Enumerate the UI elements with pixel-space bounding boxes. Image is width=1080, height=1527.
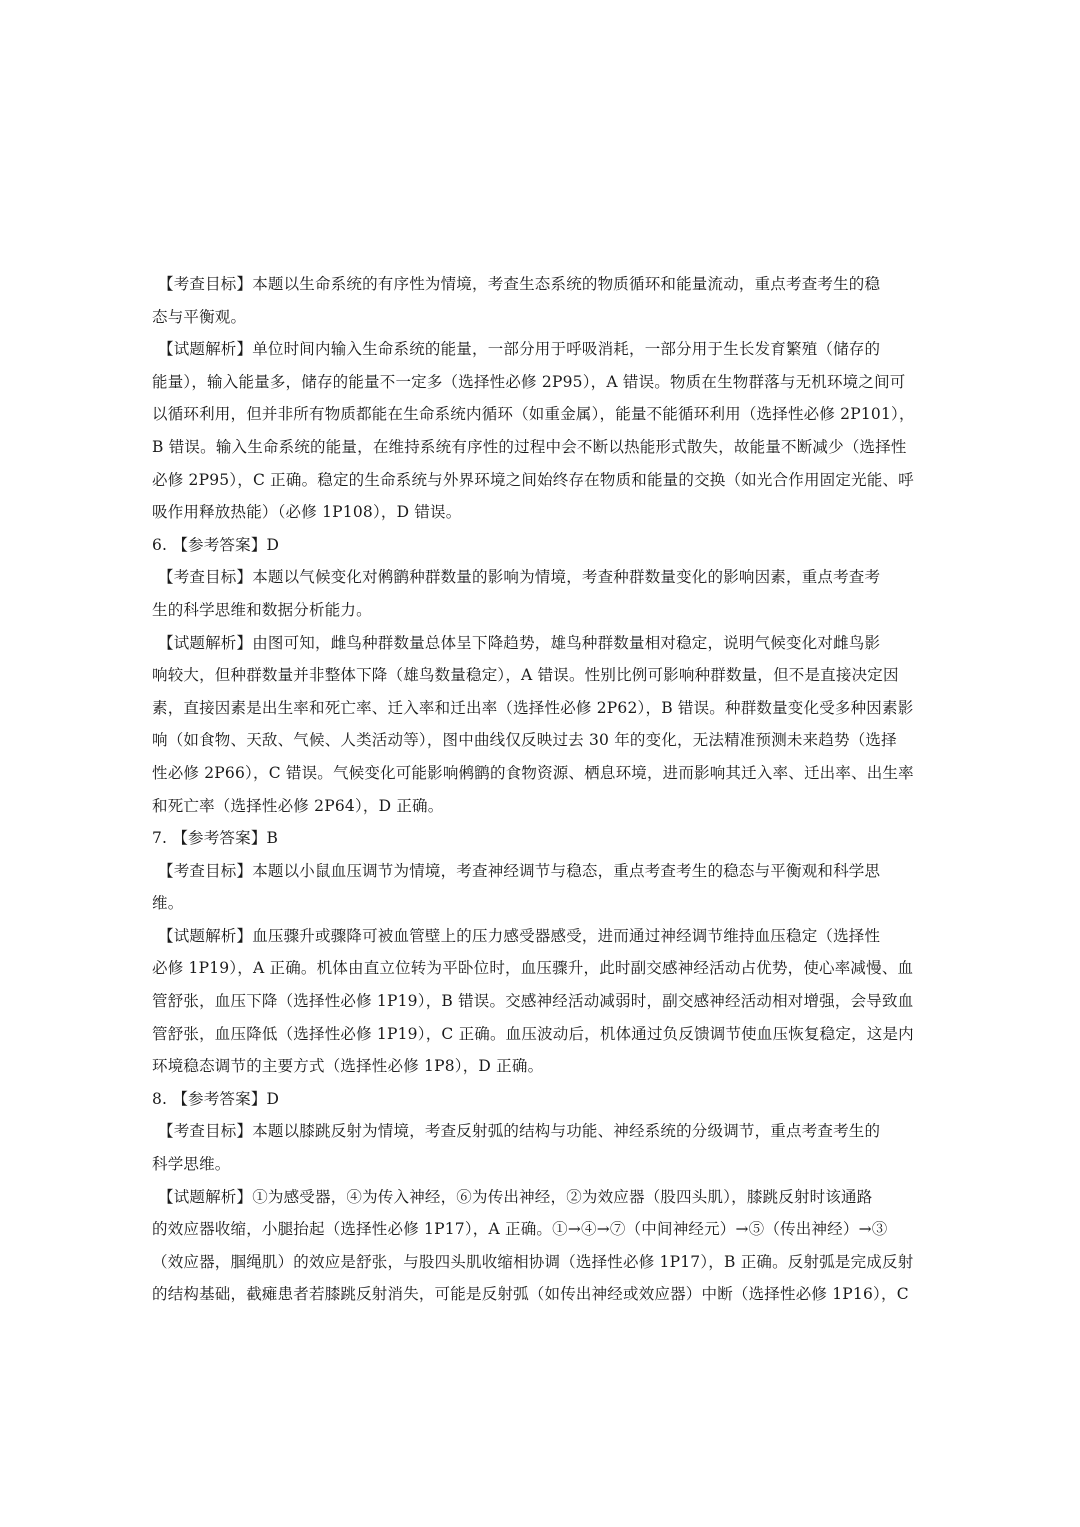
text-line: 【考查目标】本题以气候变化对鸺鹠种群数量的影响为情境，考查种群数量变化的影响因素，重点考查考	[158, 568, 881, 587]
text-line: 能量），输入能量多，储存的能量不一定多（选择性必修 2P95），A 错误。物质在生物群落与无机环境之间可	[152, 372, 906, 391]
answer-heading: 7. 【参考答案】B	[152, 829, 279, 848]
text-line: 【试题解析】血压骤升或骤降可被血管壁上的压力感受器感受，进而通过神经调节维持血压稳定（选择性	[158, 926, 881, 945]
text-line: 响较大，但种群数量并非整体下降（雄鸟数量稳定），A 错误。性别比例可影响种群数量，但不是直接决定因	[152, 666, 899, 685]
text-line: 环境稳态调节的主要方式（选择性必修 1P8），D 正确。	[152, 1057, 544, 1076]
text-line: 必修 1P19），A 正确。机体由直立位转为平卧位时，血压骤升，此时副交感神经活动占优势，使心率减慢、血	[152, 959, 914, 978]
text-line: 管舒张，血压降低（选择性必修 1P19），C 正确。血压波动后，机体通过负反馈调节使血压恢复稳定，这是内	[152, 1024, 914, 1043]
text-line: 科学思维。	[152, 1155, 231, 1174]
text-line: 素，直接因素是出生率和死亡率、迁入率和迁出率（选择性必修 2P62），B 错误。种群数量变化受多种因素影	[152, 698, 914, 717]
text-line: 维。	[152, 894, 184, 913]
text-line: 的效应器收缩，小腿抬起（选择性必修 1P17），A 正确。①→④→⑦（中间神经元）→⑤（传出神经）→③	[152, 1220, 888, 1239]
text-line: 【试题解析】由图可知，雌鸟种群数量总体呈下降趋势，雄鸟种群数量相对稳定，说明气候变化对雌鸟影	[158, 633, 881, 652]
text-line: 的结构基础，截瘫患者若膝跳反射消失，可能是反射弧（如传出神经或效应器）中断（选择性必修 1P16），C	[152, 1285, 909, 1304]
text-line: 【考查目标】本题以小鼠血压调节为情境，考查神经调节与稳态，重点考查考生的稳态与平衡观和科学思	[158, 861, 881, 880]
answer-heading: 6. 【参考答案】D	[152, 535, 280, 554]
text-line: （效应器，腘绳肌）的效应是舒张，与股四头肌收缩相协调（选择性必修 1P17），B 正确。反射弧是完成反射	[152, 1252, 914, 1271]
text-line: 【考查目标】本题以膝跳反射为情境，考查反射弧的结构与功能、神经系统的分级调节，重点考查考生的	[158, 1122, 881, 1141]
text-line: 态与平衡观。	[152, 307, 247, 326]
text-line: 管舒张，血压下降（选择性必修 1P19），B 错误。交感神经活动减弱时，副交感神经活动相对增强，会导致血	[152, 992, 914, 1011]
text-line: 和死亡率（选择性必修 2P64），D 正确。	[152, 796, 444, 815]
text-line: 以循环利用，但并非所有物质都能在生命系统内循环（如重金属），能量不能循环利用（选择性必修 2P101），	[152, 405, 915, 424]
answer-heading: 8. 【参考答案】D	[152, 1089, 280, 1108]
text-line: B 错误。输入生命系统的能量，在维持系统有序性的过程中会不断以热能形式散失，故能量不断减少（选择性	[152, 437, 907, 456]
document-page	[152, 268, 930, 1311]
text-line: 【考查目标】本题以生命系统的有序性为情境，考查生态系统的物质循环和能量流动，重点考查考生的稳	[158, 275, 881, 293]
text-line: 响（如食物、天敌、气候、人类活动等），图中曲线仅反映过去 30 年的变化，无法精准预测未来趋势（选择	[152, 731, 897, 750]
text-line: 吸作用释放热能）（必修 1P108），D 错误。	[152, 503, 462, 522]
text-line: 性必修 2P66），C 错误。气候变化可能影响鸺鹠的食物资源、栖息环境，进而影响其迁入率、迁出率、出生率	[152, 763, 914, 782]
text-line: 生的科学思维和数据分析能力。	[152, 600, 372, 619]
text-line: 【试题解析】①为感受器，④为传入神经，⑥为传出神经，②为效应器（股四头肌），膝跳反射时该通路	[158, 1187, 873, 1206]
text-line: 必修 2P95），C 正确。稳定的生命系统与外界环境之间始终存在物质和能量的交换（如光合作用固定光能、呼	[152, 470, 914, 489]
text-line: 【试题解析】单位时间内输入生命系统的能量，一部分用于呼吸消耗，一部分用于生长发育繁殖（储存的	[158, 340, 881, 359]
